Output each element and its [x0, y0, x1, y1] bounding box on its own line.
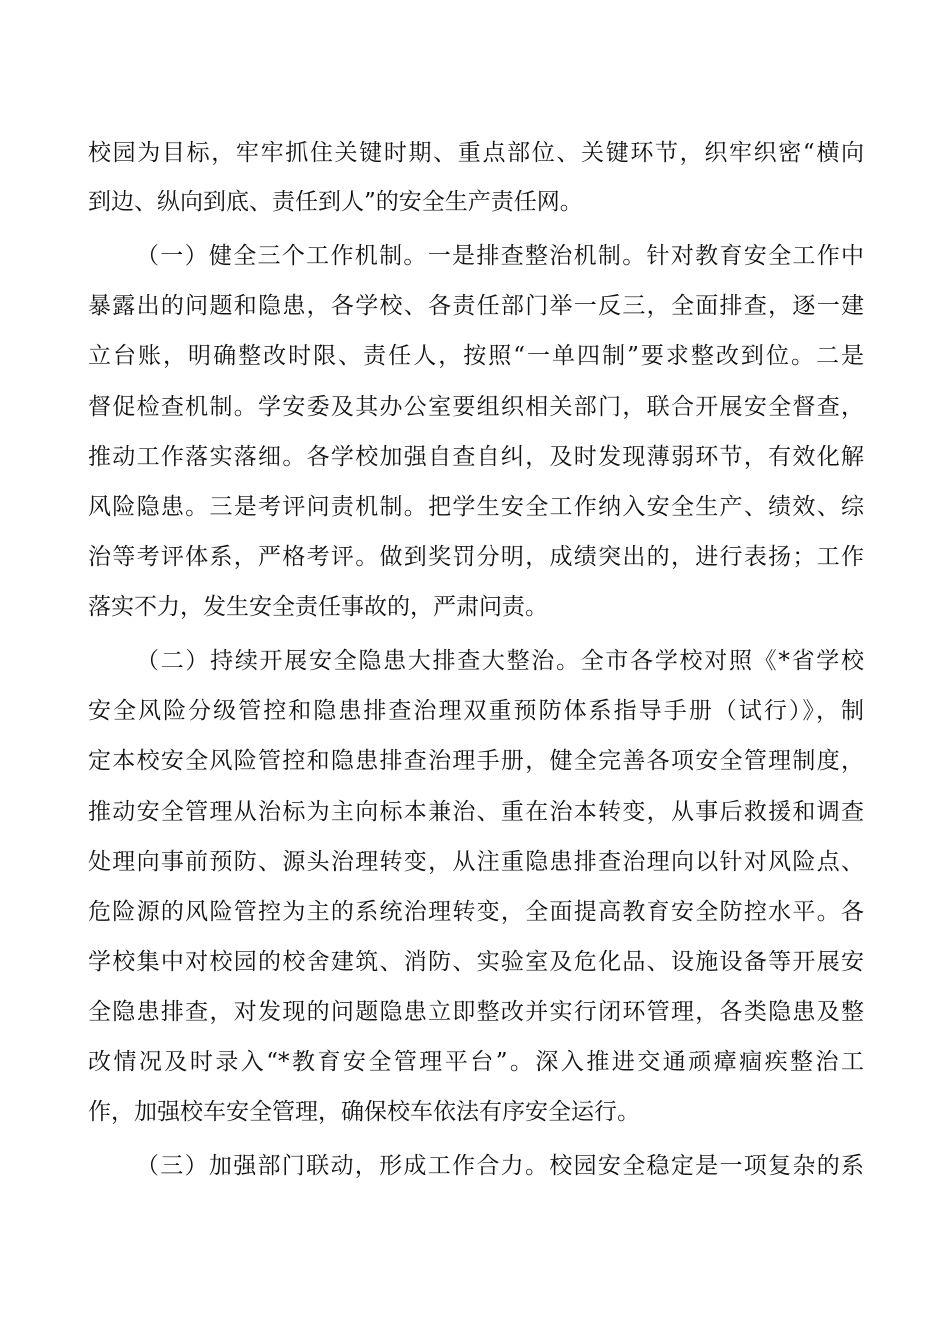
paragraph-line: 风险隐患。三是考评问责机制。把学生安全工作纳入安全生产、绩效、综: [88, 494, 864, 520]
paragraph-line: 立台账，明确整改时限、责任人，按照“一单四制”要求整改到位。二是: [88, 343, 864, 369]
paragraph-line: 作，加强校车安全管理，确保校车依法有序安全运行。: [88, 1099, 640, 1125]
paragraph-line: 落实不力，发生安全责任事故的，严肃问责。: [88, 594, 548, 620]
paragraph-line: 定本校安全风险管控和隐患排查治理手册，健全完善各项安全管理制度，: [88, 748, 864, 774]
paragraph-line: 学校集中对校园的校舍建筑、消防、实验室及危化品、设施设备等开展安: [88, 949, 864, 975]
paragraph-line: 到边、纵向到底、责任到人”的安全生产责任网。: [88, 189, 583, 215]
paragraph-line: 推动安全管理从治标为主向标本兼治、重在治本转变，从事后救援和调查: [88, 799, 864, 825]
section-heading-line: （三）加强部门联动，形成工作合力。校园安全稳定是一项复杂的系: [136, 1153, 864, 1179]
paragraph-line: 危险源的风险管控为主的系统治理转变，全面提高教育安全防控水平。各: [88, 899, 864, 925]
paragraph-line: 处理向事前预防、源头治理转变，从注重隐患排查治理向以针对风险点、: [88, 849, 864, 875]
paragraph-line: 暴露出的问题和隐患，各学校、各责任部门举一反三，全面排查，逐一建: [88, 293, 864, 319]
paragraph-line: 督促检查机制。学安委及其办公室要组织相关部门，联合开展安全督查，: [88, 394, 864, 420]
section-heading-line: （二）持续开展安全隐患大排查大整治。全市各学校对照《*省学校: [136, 648, 864, 674]
paragraph-line: 安全风险分级管控和隐患排查治理双重预防体系指导手册（试行）》，制: [88, 698, 864, 724]
paragraph-line: 推动工作落实落细。各学校加强自查自纠，及时发现薄弱环节，有效化解: [88, 444, 864, 470]
section-heading-line: （一）健全三个工作机制。一是排查整治机制。针对教育安全工作中: [136, 243, 864, 269]
paragraph-line: 治等考评体系，严格考评。做到奖罚分明，成绩突出的，进行表扬；工作: [88, 544, 864, 570]
paragraph-line: 改情况及时录入“*教育安全管理平台”。深入推进交通顽瘴痼疾整治工: [88, 1049, 864, 1075]
paragraph-line: 全隐患排查，对发现的问题隐患立即整改并实行闭环管理，各类隐患及整: [88, 999, 864, 1025]
paragraph-line: 校园为目标，牢牢抓住关键时期、重点部位、关键环节，织牢织密“横向: [88, 140, 864, 166]
